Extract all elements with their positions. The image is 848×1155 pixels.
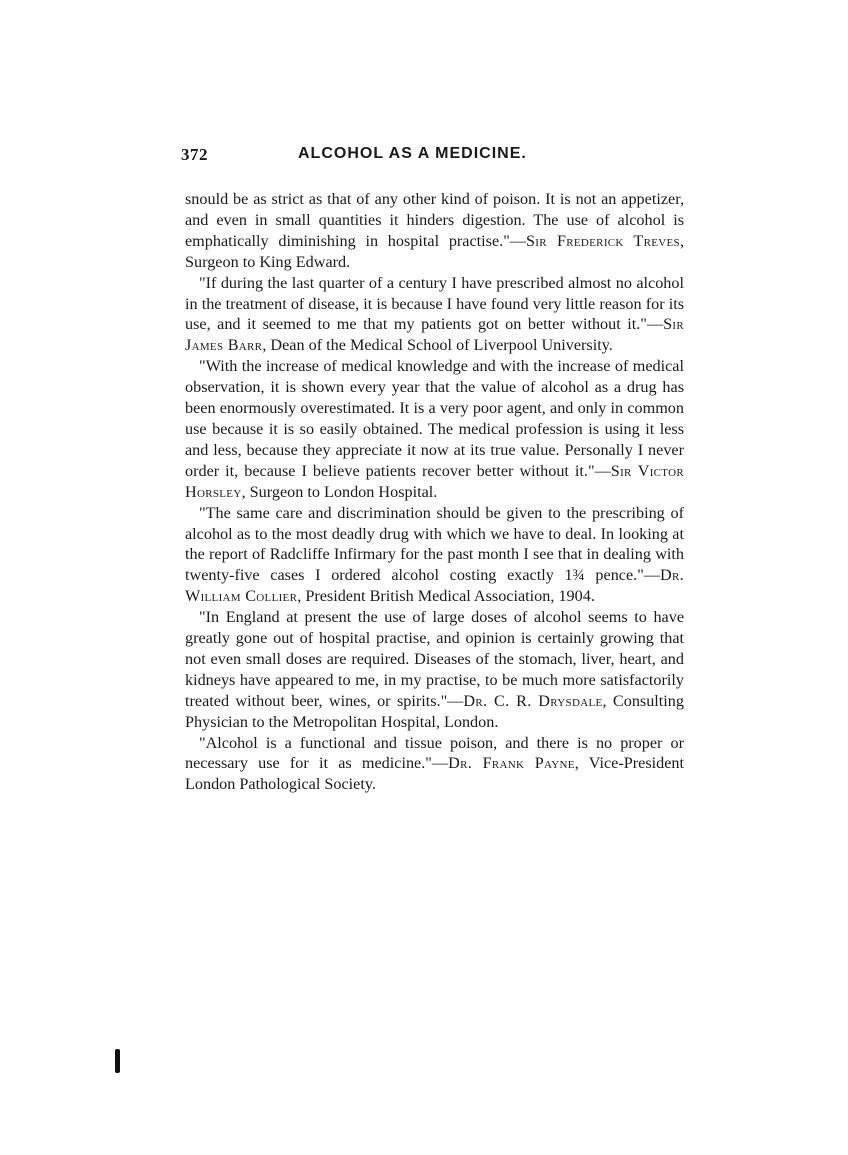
attribution-name: Sir James Barr — [185, 315, 684, 355]
paragraph-drysdale — [185, 607, 684, 732]
attribution-title: , Vice-President London Pathological Society. — [185, 754, 684, 794]
page-header — [181, 145, 691, 171]
attribution-title: , Surgeon to King Edward. — [185, 231, 684, 271]
paragraph-horsley — [185, 356, 684, 502]
paragraph-barr — [185, 273, 684, 357]
quote-text: "If during the last quarter of a century I have prescribed almost no alcohol in the treatment of disease, it is because I have found very little reason for its use, and it seemed to me that my patients got on better without it."— — [185, 273, 684, 334]
attribution-title: , Surgeon to London Hospital. — [241, 482, 438, 501]
attribution-name: Sir Victor Horsley — [185, 461, 685, 501]
attribution-name: Dr. William Collier — [185, 566, 684, 606]
paragraph-collier — [185, 503, 684, 608]
attribution-title: , President British Medical Association, 1904. — [297, 587, 595, 606]
paragraph-treves — [185, 189, 684, 273]
body-text — [185, 189, 684, 795]
quote-text: "The same care and discrimination should be given to the prescribing of alcohol as to the most deadly drug with which we have to deal. In looking at the report of Radcliffe Infirmary for the past month I see that in dealing with twenty-five cases I ordered alcohol costing exactly 1¾ pence."— — [185, 503, 684, 585]
page-number: 372 — [181, 145, 208, 164]
quote-text: "With the increase of medical knowledge and with the increase of medical observation, it is shown every year that the value of alcohol as a drug has been enormously overestimated. It is a very poor agent, and only in common use because it is so easily obtained. The medical profession is using it less and less, because they appreciate it now at its true value. Personally I never order it, because I believe patients recover better without it."— — [185, 357, 684, 480]
scan-margin-mark — [115, 1049, 120, 1073]
quote-text: "In England at present the use of large doses of alcohol seems to have greatly gone out of hospital practise, and opinion is certainly growing that not even small doses are required. Diseases of the stomach, liver, heart, and kidneys have appeared to me, in my practise, to be much more satisfactorily treated without beer, wines, or spirits."— — [185, 608, 684, 710]
running-title: ALCOHOL AS A MEDICINE. — [298, 145, 527, 162]
attribution-name: Sir Frederick Treves — [526, 231, 680, 250]
paragraph-payne — [185, 733, 684, 796]
quote-text: snould be as strict as that of any other kind of poison. It is not an appetizer, and even in small quantities it hinders digestion. The use of alcohol is emphatically diminishing in hospital practise."— — [185, 190, 684, 250]
attribution-title: , Consulting Physician to the Metropolitan Hospital, London. — [185, 691, 684, 731]
attribution-title: , Dean of the Medical School of Liverpool University. — [262, 336, 613, 355]
attribution-name: Dr. Frank Payne — [448, 754, 575, 773]
quote-text: "Alcohol is a functional and tissue poison, and there is no proper or necessary use for it as medicine."— — [185, 733, 684, 773]
attribution-name: Dr. C. R. Drysdale — [463, 691, 603, 710]
